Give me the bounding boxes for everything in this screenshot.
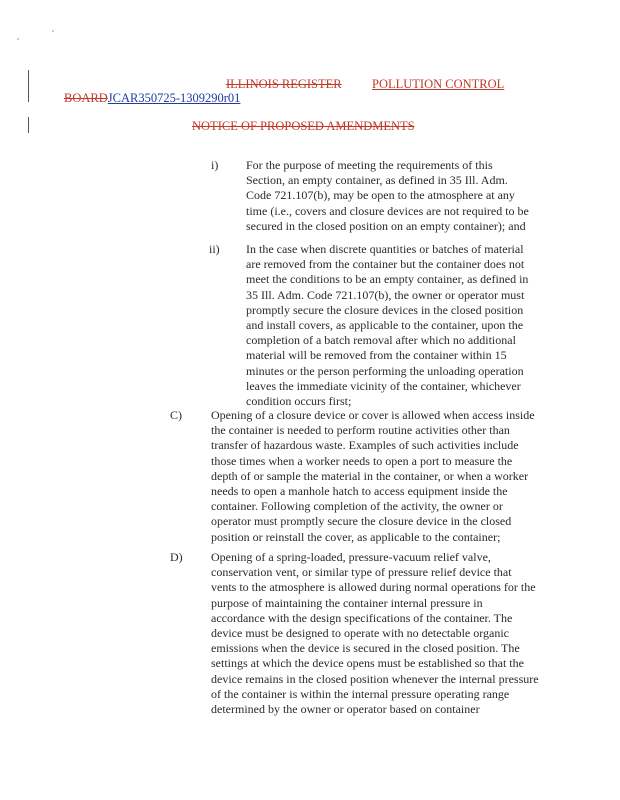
docket-number: JCAR350725-1309290r01 xyxy=(107,91,241,105)
item-text: Opening of a closure device or cover is allowed when access inside the container is needed to perform routine activities other than transfer of hazardous waste. Examples of such activities include those times when a worker needs to open a port to measure the depth of or sample the material in the container, or when a worker needs to open a manhole hatch to access equipment inside the container. Following completion of the activity, the owner or operator must promptly secure the closure device in the closed position or reinstall the cover, as applicable to the container; xyxy=(211,408,535,544)
item-marker: D) xyxy=(170,550,183,564)
item-text: In the case when discrete quantities or batches of material are removed from the container but the container does not meet the conditions to be an empty container, as defined in 35 Ill. Adm. Code 721.107(b), the owner or operator must promptly secure the closure devices in the closed position and install covers, as applicable to the container, upon the completion of a batch removal after which no additional material will be removed from the container within 15 minutes or the person performing the unloading operation leaves the immediate vicinity of the container, whichever condition occurs first; xyxy=(246,242,529,409)
register-title: ILLINOIS REGISTER xyxy=(226,77,342,91)
scan-speck xyxy=(52,30,54,32)
scan-speck xyxy=(17,38,19,40)
agency-name: POLLUTION CONTROL xyxy=(372,77,505,91)
revision-bar xyxy=(28,117,29,133)
item-text: For the purpose of meeting the requirements of this Section, an empty container, as defined in 35 Ill. Adm. Code 721.107(b), may be open to the atmosphere at any time (i.e., covers and closure devices are not required to be secured in the closed position on an empty container); and xyxy=(246,158,529,233)
item-marker: i) xyxy=(211,158,219,172)
item-text: Opening of a spring-loaded, pressure-vacuum relief valve, conservation vent, or similar type of pressure relief device that vents to the atmosphere is allowed during normal operations for the purpose of maintaining the container internal pressure in accordance with the design specifications of the container. The device must be designed to operate with no detectable organic emissions when the device is secured in the closed position. The settings at which the device opens must be established so that the device remains in the closed position whenever the internal pressure of the container is within the internal pressure operating range determined by the owner or operator based on container xyxy=(211,550,539,717)
revision-bar xyxy=(28,70,29,102)
notice-heading: NOTICE OF PROPOSED AMENDMENTS xyxy=(192,119,415,133)
item-marker: C) xyxy=(170,408,182,422)
board-deleted: BOARD xyxy=(64,91,108,105)
header-line-2 xyxy=(64,91,240,106)
item-marker: ii) xyxy=(209,242,220,256)
